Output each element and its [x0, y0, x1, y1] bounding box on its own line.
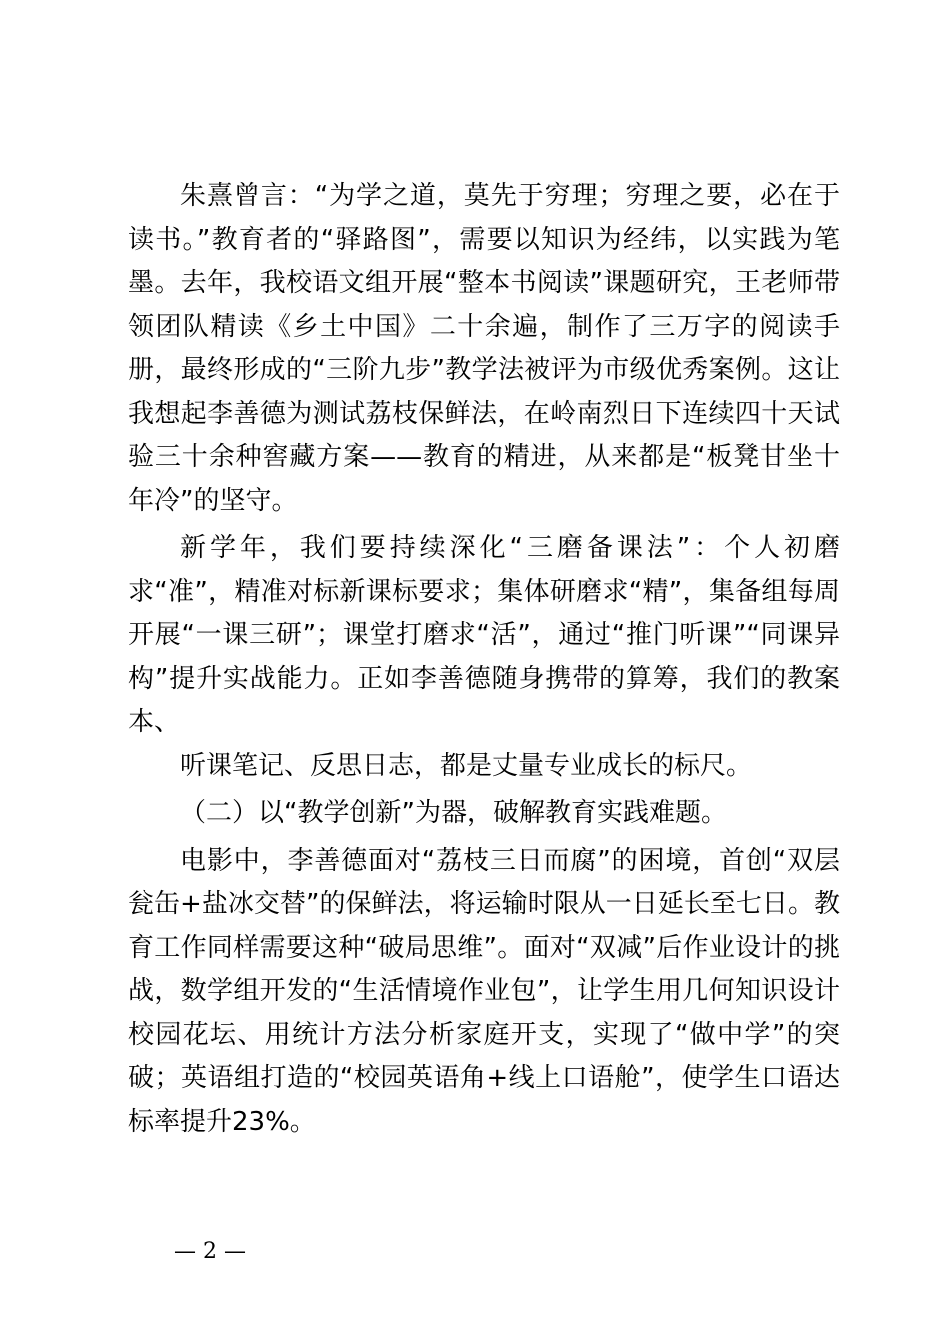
paragraph-zhuxi-quote: 朱熹曾言：“为学之道，莫先于穷理；穷理之要，必在于读书。”教育者的“驿路图”，需要以知识为经纬，以实践为笔墨。去年，我校语文组开展“整本书阅读”课题研究，王老师带领团队精读《乡土中国》二十余遍，制作了三万字的阅读手册，最终形成的“三阶九步”教学法被评为市级优秀案例。这让我想起李善德为测试荔枝保鲜法，在岭南烈日下连续四十天试验三十余种窖藏方案——教育的精进，从来都是“板凳甘坐十年冷”的坚守。 — [128, 181, 840, 516]
paragraph-new-school-year: 新学年，我们要持续深化“三磨备课法”：个人初磨求“准”，精准对标新课标要求；集体研磨求“精”，集备组每周开展“一课三研”；课堂打磨求“活”，通过“推门听课”“同课异构”提升实战能力。正如李善德随身携带的算筹，我们的教案本、 — [128, 533, 840, 737]
page-number: — 2 — — [174, 1239, 246, 1264]
section-heading-teaching-innovation: （二）以“教学创新”为器，破解教育实践难题。 — [180, 798, 727, 828]
paragraph-lesson-notes: 听课笔记、反思日志，都是丈量专业成长的标尺。 — [180, 750, 753, 781]
paragraph-film-innovation: 电影中，李善德面对“荔枝三日而腐”的困境，首创“双层瓮缶+盐冰交替”的保鲜法，将运输时限从一日延长至七日。教育工作同样需要这种“破局思维”。面对“双减”后作业设计的挑战，数学组开发的“生活情境作业包”，让学生用几何知识设计校园花坛、用统计方法分析家庭开支，实现了“做中学”的突破；英语组打造的“校园英语角+线上口语舱”，使学生口语达标率提升23%。 — [128, 845, 840, 1137]
body-text — [128, 175, 840, 1148]
